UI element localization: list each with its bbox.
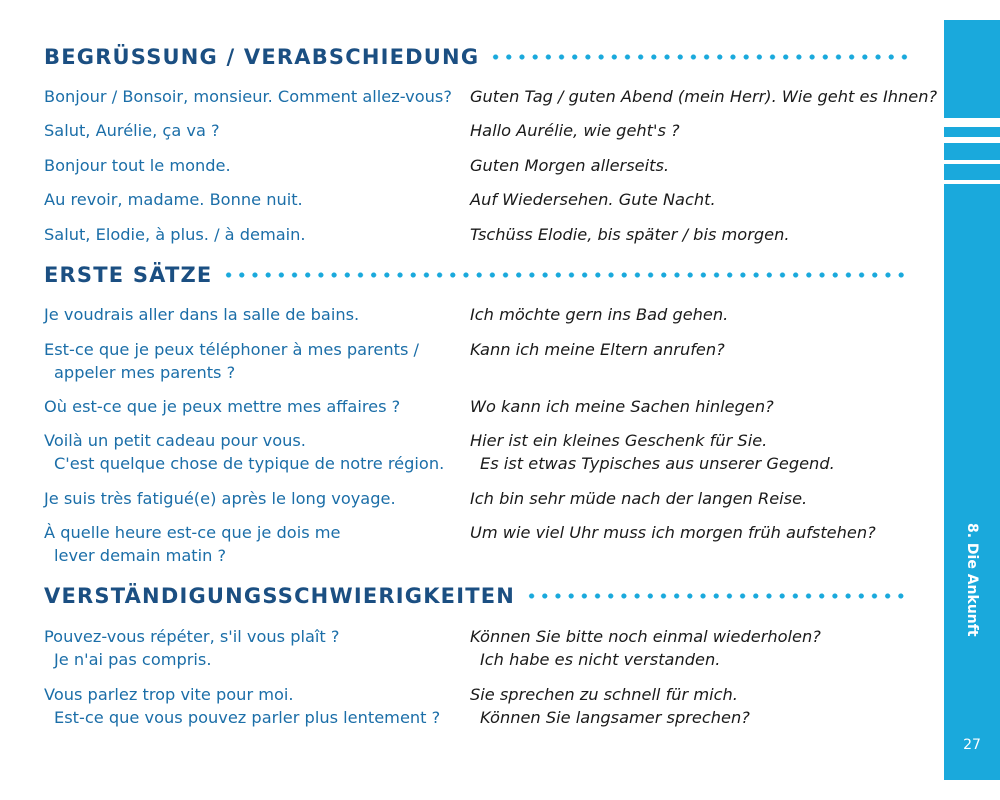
french-phrase: Bonjour / Bonsoir, monsieur. Comment allez-vous?	[44, 87, 452, 106]
sidebar-stripe	[944, 160, 1000, 164]
german-translation: Guten Morgen allerseits.	[470, 156, 670, 175]
chapter-label: 8. Die Ankunft	[964, 523, 980, 637]
german-translation: Können Sie bitte noch einmal wiederholen? Ich habe es nicht verstanden.	[470, 627, 821, 669]
german-translation: Ich möchte gern ins Bad gehen.	[470, 305, 729, 324]
sidebar-stripe	[944, 118, 1000, 127]
german-translation: Tschüss Elodie, bis später / bis morgen.	[470, 225, 790, 244]
sidebar-stripe	[944, 180, 1000, 184]
sidebar-stripe	[944, 137, 1000, 143]
section-heading-text: BEGRÜSSUNG / VERABSCHIEDUNG	[44, 45, 480, 69]
german-translation: Hallo Aurélie, wie geht's ?	[470, 121, 680, 140]
section-heading-communication	[44, 581, 910, 611]
german-translation: Hier ist ein kleines Geschenk für Sie. Es ist etwas Typisches aus unserer Gegend.	[470, 431, 835, 473]
french-phrase: Vous parlez trop vite pour moi. Est-ce que vous pouvez parler plus lentement ?	[44, 685, 441, 727]
german-translation: Sie sprechen zu schnell für mich. Können Sie langsamer sprechen?	[470, 685, 750, 727]
german-translation: Kann ich meine Eltern anrufen?	[470, 340, 725, 359]
chapter-sidebar	[944, 20, 1000, 780]
german-translation: Ich bin sehr müde nach der langen Reise.	[470, 489, 808, 508]
german-translation: Um wie viel Uhr muss ich morgen früh aufstehen?	[470, 523, 876, 542]
german-translation: Wo kann ich meine Sachen hinlegen?	[470, 397, 774, 416]
french-phrase: Voilà un petit cadeau pour vous. C'est quelque chose de typique de notre région.	[44, 431, 445, 473]
french-phrase: À quelle heure est-ce que je dois me lever demain matin ?	[44, 523, 341, 565]
section-heading-text: VERSTÄNDIGUNGSSCHWIERIGKEITEN	[44, 584, 516, 608]
french-phrase: Est-ce que je peux téléphoner à mes parents / appeler mes parents ?	[44, 340, 419, 382]
french-phrase: Salut, Aurélie, ça va ?	[44, 121, 220, 140]
french-phrase: Où est-ce que je peux mettre mes affaires ?	[44, 397, 401, 416]
french-phrase: Salut, Elodie, à plus. / à demain.	[44, 225, 306, 244]
german-translation: Guten Tag / guten Abend (mein Herr). Wie geht es Ihnen?	[470, 87, 938, 106]
section-heading-greetings	[44, 42, 910, 72]
french-phrase: Je suis très fatigué(e) après le long voyage.	[44, 489, 396, 508]
french-phrase: Pouvez-vous répéter, s'il vous plaît ? Je n'ai pas compris.	[44, 627, 340, 669]
dotted-rule	[222, 272, 910, 278]
page-number: 27	[963, 737, 981, 753]
french-phrase: Je voudrais aller dans la salle de bains.	[44, 305, 360, 324]
french-phrase: Au revoir, madame. Bonne nuit.	[44, 190, 303, 209]
dotted-rule	[525, 593, 910, 599]
german-translation: Auf Wiedersehen. Gute Nacht.	[470, 190, 716, 209]
french-phrase: Bonjour tout le monde.	[44, 156, 231, 175]
section-heading-text: ERSTE SÄTZE	[44, 263, 213, 287]
dotted-rule	[489, 54, 910, 60]
section-heading-first-sentences	[44, 260, 910, 290]
